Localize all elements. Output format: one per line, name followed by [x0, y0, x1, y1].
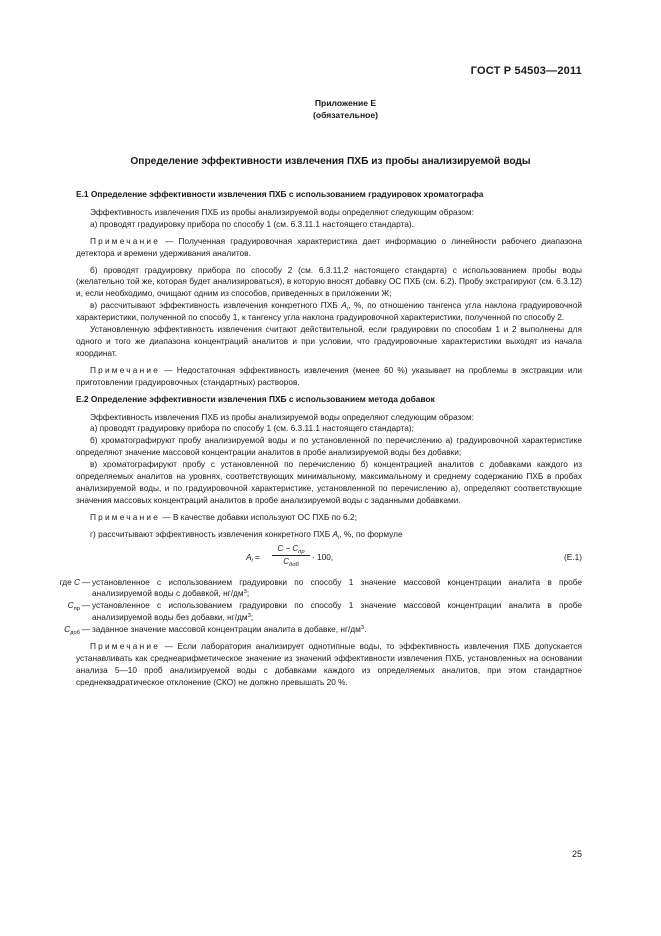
note-label: Примечание — [90, 511, 161, 522]
definition-symbol: $C_{доб}$ — [64, 624, 80, 637]
note-text: — Недостаточная эффективность извлечения (менее 60 %) указывает на проблемы в экстракции или приготовлении градуировочных (стандартных) растворов. — [76, 364, 582, 387]
note-3 — [76, 512, 582, 524]
formula-lhs: $A_i$ = — [246, 551, 260, 564]
formula-numerator: $C - C_{пр}$ — [272, 543, 310, 557]
definition-dash: — — [81, 624, 91, 635]
definition-symbol: где C — [59, 576, 80, 587]
note-text: — Если лаборатория анализирует однотипные воды, то эффективность извлечения ПХБ допускается устанавливать как среднеарифметическое значение из значений эффективности извлечения ПХБ, установленных на основании анализа 5—10 проб анализируемой воды с добавками каждого из определяемых аналитов, при этом стандартное среднеквадратическое отклонение (СКО) не должно превышать 20 %. — [76, 641, 582, 687]
standard-header: ГОСТ Р 54503—2011 — [470, 65, 582, 77]
document-title: Определение эффективности извлечения ПХБ из пробы анализируемой воды — [130, 156, 531, 167]
section-e2-item-a: а) проводят градуировку прибора по способу 1 (см. 6.3.11.1 настоящего стандарта); — [90, 423, 414, 434]
note-text: — Полученная градуировочная характеристика дает информацию о линейности рабочего диапазона детектора и времени удерживания аналитов. — [76, 235, 582, 258]
section-e1-intro: Эффективность извлечения ПХБ из пробы анализируемой воды определяют следующим образом: — [90, 206, 474, 217]
section-e1-item-b: б) проводят градуировку прибора по способу 2 (см. 6.3.11.2 настоящего стандарта) с использованием пробы воды (желательно той же, которая будет анализироваться), в которую вносят добавку ОС ПХБ (см. 6.2). Пробу экстрагируют (см. 6.3.12) и, если необходимо, очищают одним из способов, приведенных в приложении Ж; — [76, 264, 582, 299]
section-e2-intro: Эффективность извлечения ПХБ из пробы анализируемой воды определяют следующим образом: — [90, 411, 474, 422]
annex-heading — [0, 97, 661, 121]
definition-symbol: $C_{пр}$ — [67, 600, 80, 613]
section-e1-heading: Е.1 Определение эффективности извлечения ПХБ с использованием градуировок хроматографа — [76, 189, 484, 199]
document-body — [59, 189, 582, 689]
section-e1-item-a: а) проводят градуировку прибора по способу 1 (см. 6.3.11.1 настоящего стандарта). — [90, 218, 414, 229]
definition-dash: — — [81, 576, 91, 587]
note-text: — В качестве добавки используют ОС ПХБ по 6.2; — [160, 511, 357, 522]
formula-fraction — [272, 543, 310, 569]
symbol-a: A — [341, 300, 347, 311]
definition-dash: — — [81, 600, 91, 611]
note-4 — [76, 641, 582, 689]
formula-multiplier: · 100, — [312, 551, 334, 562]
symbol-a: A — [332, 528, 339, 539]
definition-text: заданное значение массовой концентрации аналита в добавке, $нг/дм^3$. — [92, 624, 367, 635]
note-label: Примечание — [90, 641, 161, 652]
formula-number: (Е.1) — [564, 551, 582, 562]
page-number: 25 — [571, 849, 582, 859]
section-e1-validity: Установленную эффективность извлечения считают действительной, если градуировки по способам 1 и 2 выполнены для одного и того же диапазона концентраций аналитов и при условии, что градуировочные характеристики выходят из начала координат. — [76, 324, 582, 358]
definition-text: установленное с использованием градуировки по способу 1 значение массовой концентрации аналита в пробе анализируемой воды без добавки, $нг/дм^3$; — [92, 600, 582, 623]
formula-e1 — [76, 543, 582, 573]
definition-row — [64, 624, 582, 637]
note-label: Примечание — [90, 364, 161, 375]
annex-title: Приложение Е — [314, 98, 377, 108]
definition-row — [59, 576, 582, 601]
section-e1-item-c: в) рассчитывают эффективность извлечения конкретного ПХБ $A_i$, %, по отношению тангенса угла наклона градуировочной характеристики, полученной по способу 1, к тангенсу угла наклона градуировочной характеристики, полученной по способу 2. — [76, 300, 582, 323]
note-2 — [76, 365, 582, 389]
note-label: Примечание — [90, 235, 161, 246]
definition-row — [67, 600, 582, 624]
formula-definitions — [59, 576, 582, 637]
section-e2-item-d: г) рассчитывают эффективность извлечения конкретного ПХБ $A_i$, %, по формуле — [90, 528, 403, 541]
definition-text: установленное с использованием градуировки по способу 1 значение массовой концентрации аналита в пробе анализируемой воды с добавкой, $нг/дм^3$; — [92, 576, 582, 599]
note-1 — [76, 236, 582, 260]
section-e2-item-b: б) хроматографируют пробу анализируемой воды и по установленной по перечислению а) градуировочной характеристике определяют значение массовой концентрации аналитов в пробе анализируемой воды без добавки; — [76, 435, 582, 458]
section-e2-item-c: в) хроматографируют пробу с установленной по перечислению б) концентрацией аналитов с добавками каждого из определяемых аналитов на уровнях, соответствующих минимальному, максимальному и среднему содержанию ПХБ в пробах анализируемой воды, и по градуировочной характеристике, установленной по перечислению а), определяют соответствующие значения массовых концентраций аналитов в пробе анализируемой воды с заданными добавками. — [76, 459, 582, 505]
annex-status: (обязательное) — [312, 110, 379, 120]
section-e2-heading: Е.2 Определение эффективности извлечения ПХБ с использованием метода добавок — [76, 393, 435, 404]
formula-denominator: $C_{доб}$ — [283, 557, 299, 569]
